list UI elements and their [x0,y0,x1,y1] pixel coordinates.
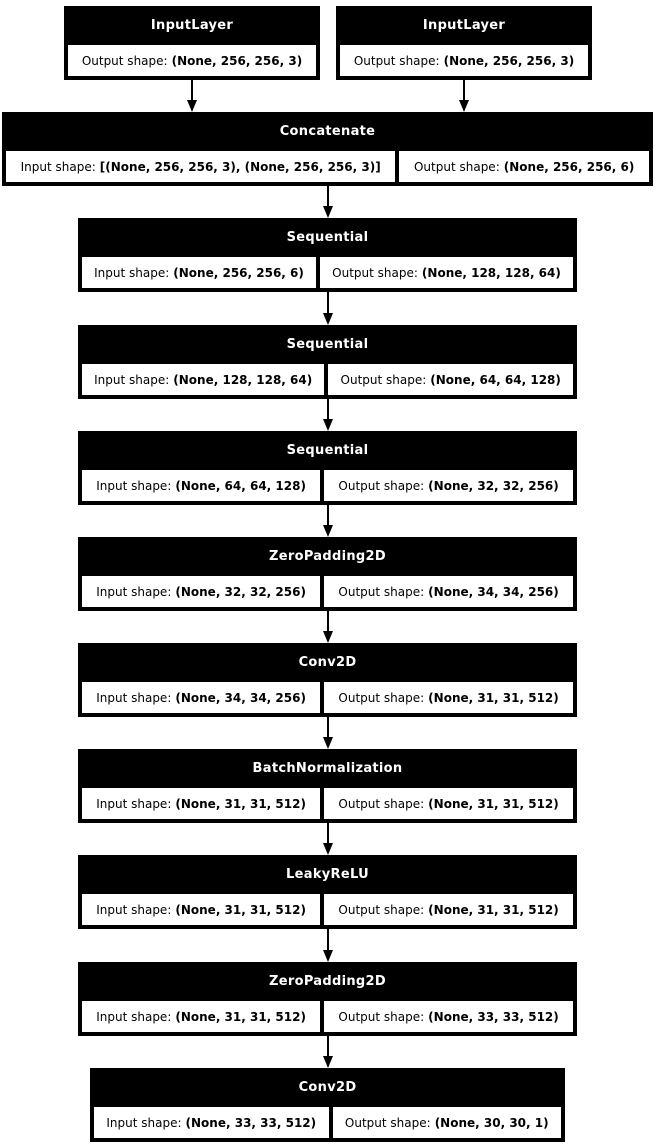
cell-shape: (None, 33, 33, 512) [185,1115,317,1130]
node-cells [82,682,573,713]
cell-shape: [(None, 256, 256, 3), (None, 256, 256, 3)] [99,159,381,174]
connector-arrow [322,399,334,431]
cell-label: Input shape: [106,1115,182,1130]
cell-label: Output shape: [344,1115,431,1130]
node-cell-output [324,682,573,713]
cell-shape: (None, 128, 128, 64) [421,265,561,280]
cell-shape: (None, 31, 31, 512) [428,690,559,705]
arrow-head-icon [459,100,469,112]
arrow-line [327,611,329,631]
cell-label: Output shape: [338,1009,425,1024]
node-title: Concatenate [279,124,376,139]
cell-shape: (None, 31, 31, 512) [428,796,559,811]
cell-label: Output shape: [340,372,427,387]
cell-label: Input shape: [96,1009,172,1024]
node-cell-input [82,788,320,819]
arrow-line [327,929,329,950]
connector-arrow [322,292,334,325]
arrow-line [327,292,329,313]
cell-shape: (None, 128, 128, 64) [173,372,313,387]
arrow-head-icon [323,206,333,218]
arrow-head-icon [323,631,333,643]
node-cell-output [324,576,573,607]
node-cell-output [320,257,573,288]
node-cell-output [324,1001,573,1032]
node-title: ZeroPadding2D [269,974,386,989]
node-cells [82,576,573,607]
node-leaky-relu [78,855,577,929]
cell-label: Output shape: [332,265,418,280]
node-zero-padding2d-2 [78,962,577,1036]
connector-arrow [322,186,334,218]
node-cell-input [82,576,320,607]
cell-label: Input shape: [96,796,172,811]
cell-label: Output shape: [353,53,440,68]
node-cells [82,257,573,288]
cell-shape: (None, 64, 64, 128) [430,372,561,387]
cell-shape: (None, 34, 34, 256) [428,584,559,599]
cell-shape: (None, 32, 32, 256) [428,478,559,493]
arrow-head-icon [323,843,333,855]
node-title: Sequential [286,443,369,458]
node-conv2d-2 [90,1068,565,1142]
node-title: Conv2D [298,655,357,670]
arrow-head-icon [323,525,333,537]
arrow-line [463,80,465,100]
node-cells [340,45,588,76]
arrow-line [327,1036,329,1056]
arrow-head-icon [187,100,197,112]
cell-label: Output shape: [338,796,425,811]
node-title: InputLayer [150,18,234,33]
cell-label: Input shape: [94,265,170,280]
node-cells [82,364,573,395]
cell-label: Input shape: [96,902,172,917]
node-cell-input [6,151,395,182]
connector-arrow [322,929,334,962]
node-cell-input [82,364,324,395]
cell-label: Output shape: [413,159,500,174]
cell-label: Input shape: [96,690,172,705]
arrow-head-icon [323,950,333,962]
arrow-head-icon [323,1056,333,1068]
arrow-line [327,717,329,737]
node-input-layer-2 [336,6,592,80]
node-cell-input [82,682,320,713]
cell-label: Input shape: [94,372,170,387]
connector-arrow [322,717,334,749]
connector-arrow [322,611,334,643]
cell-label: Input shape: [20,159,96,174]
cell-shape: (None, 256, 256, 3) [443,53,575,68]
connector-arrow [322,1036,334,1068]
node-conv2d-1 [78,643,577,717]
cell-shape: (None, 256, 256, 6) [173,265,304,280]
node-zero-padding2d-1 [78,537,577,611]
cell-shape: (None, 32, 32, 256) [175,584,306,599]
connector-arrow [458,80,470,112]
node-title: LeakyReLU [286,867,369,882]
cell-shape: (None, 30, 30, 1) [434,1115,549,1130]
node-sequential-1 [78,218,577,292]
cell-label: Output shape: [338,690,425,705]
node-cell-output [324,894,573,925]
arrow-line [327,823,329,843]
node-concatenate [2,112,653,186]
node-title: Sequential [286,230,369,245]
arrow-head-icon [323,313,333,325]
arrow-head-icon [323,737,333,749]
cell-shape: (None, 31, 31, 512) [175,902,306,917]
arrow-line [327,505,329,525]
node-cells [94,1107,561,1138]
arrow-head-icon [323,419,333,431]
cell-shape: (None, 33, 33, 512) [428,1009,559,1024]
node-cell-input [82,1001,320,1032]
connector-arrow [186,80,198,112]
node-input-layer-1 [64,6,320,80]
node-cell-output [328,364,573,395]
cell-label: Output shape: [81,53,168,68]
cell-shape: (None, 256, 256, 3) [171,53,303,68]
node-cell-output [324,788,573,819]
node-cells [68,45,316,76]
cell-shape: (None, 31, 31, 512) [175,1009,306,1024]
node-cell-input [82,470,320,501]
node-title: InputLayer [422,18,506,33]
cell-shape: (None, 31, 31, 512) [428,902,559,917]
cell-shape: (None, 256, 256, 6) [503,159,635,174]
node-title: Sequential [286,337,369,352]
arrow-line [327,186,329,206]
cell-shape: (None, 34, 34, 256) [175,690,306,705]
node-cell-output [340,45,588,76]
node-cell-output [333,1107,561,1138]
cell-label: Output shape: [338,584,425,599]
node-cell-input [82,257,316,288]
node-cell-input [94,1107,329,1138]
node-cell-input [82,894,320,925]
node-cells [82,470,573,501]
cell-shape: (None, 31, 31, 512) [175,796,306,811]
cell-label: Input shape: [96,584,172,599]
arrow-line [327,399,329,419]
node-cell-output [68,45,316,76]
node-cell-output [399,151,649,182]
node-title: Conv2D [298,1080,357,1095]
node-cells [82,894,573,925]
node-title: BatchNormalization [252,761,403,776]
node-cells [82,1001,573,1032]
node-title: ZeroPadding2D [269,549,386,564]
cell-label: Input shape: [96,478,172,493]
node-sequential-3 [78,431,577,505]
cell-shape: (None, 64, 64, 128) [175,478,306,493]
connector-arrow [322,823,334,855]
arrow-line [191,80,193,100]
connector-arrow [322,505,334,537]
cell-label: Output shape: [338,902,425,917]
node-batch-normalization [78,749,577,823]
node-sequential-2 [78,325,577,399]
node-cell-output [324,470,573,501]
cell-label: Output shape: [338,478,425,493]
node-cells [82,788,573,819]
node-cells [6,151,649,182]
